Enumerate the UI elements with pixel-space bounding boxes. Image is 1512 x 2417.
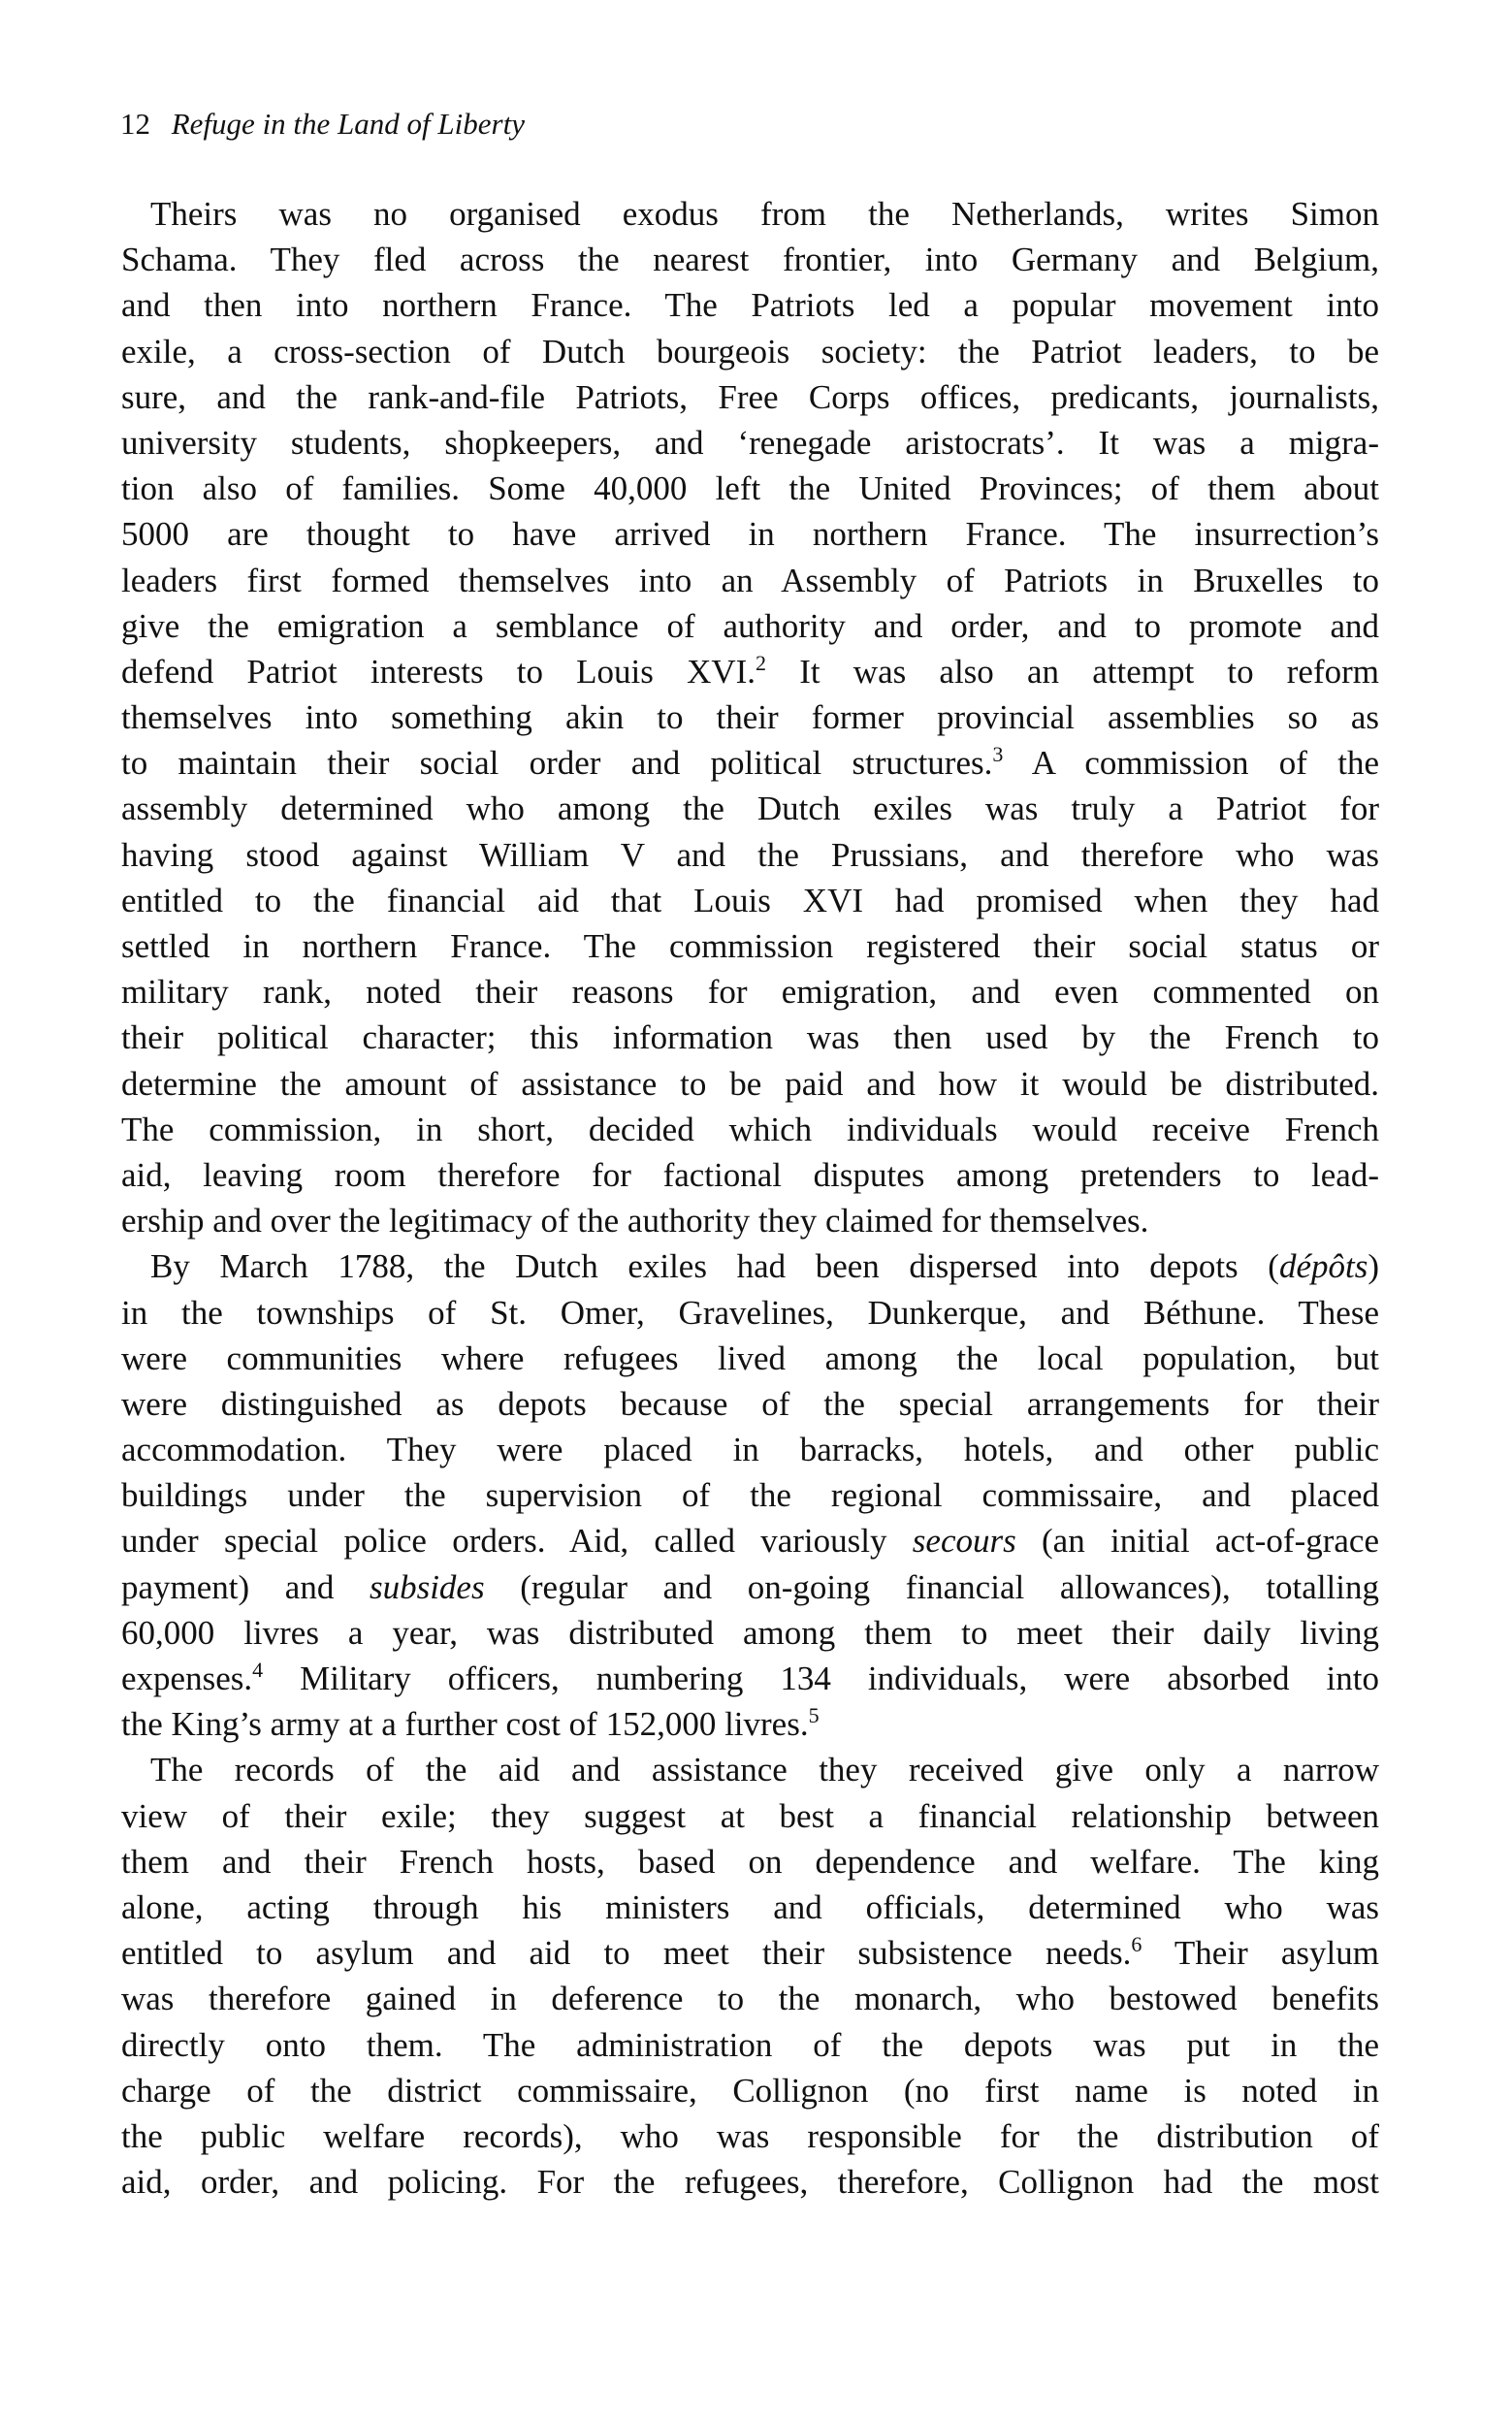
text-line	[121, 2113, 1379, 2159]
text-run: determine the amount of assistance to be paid and how it would be distributed.	[121, 1064, 1379, 1103]
text-run: themselves into something akin to their former provincial assemblies so as	[121, 698, 1379, 737]
text-line	[121, 1747, 1379, 1792]
italic-term: secours	[912, 1522, 1016, 1561]
text-run: Their asylum	[1142, 1934, 1380, 1973]
text-line	[121, 1381, 1379, 1427]
text-run: exile, a cross-section of Dutch bourgeois society: the Patriot leaders, to be	[121, 332, 1379, 371]
text-run: aid, order, and policing. For the refugees, therefore, Collignon had the most	[121, 2163, 1379, 2202]
text-line	[121, 558, 1379, 603]
text-run: entitled to asylum and aid to meet their subsistence needs.	[121, 1934, 1132, 1973]
text-run: to maintain their social order and political structures.	[121, 744, 993, 783]
text-line	[121, 1839, 1379, 1885]
text-line	[121, 1793, 1379, 1839]
text-line	[121, 1198, 1379, 1243]
text-line	[121, 786, 1379, 831]
text-line	[121, 1152, 1379, 1198]
text-run: under special police orders. Aid, called variously	[121, 1522, 913, 1561]
text-line	[121, 1290, 1379, 1336]
text-run: A commission of the	[1003, 744, 1380, 783]
text-line	[121, 1472, 1379, 1518]
text-line	[121, 511, 1379, 557]
text-run: sure, and the rank-and-file Patriots, Free Corps offices, predicants, journalists,	[121, 377, 1379, 416]
text-run: 60,000 livres a year, was distributed among them to meet their daily living	[121, 1613, 1379, 1652]
paragraph	[121, 1243, 1379, 1747]
text-run: By March 1788, the Dutch exiles had been dispersed into depots (	[150, 1247, 1279, 1286]
text-run: Theirs was no organised exodus from the Netherlands, writes Simon	[150, 195, 1379, 233]
paragraph	[121, 191, 1379, 1243]
italic-term: dépôts	[1278, 1247, 1368, 1286]
text-run: (an initial act-of-grace	[1015, 1522, 1379, 1561]
text-line	[121, 2022, 1379, 2068]
footnote-marker: 3	[992, 742, 1004, 767]
text-run: The commission, in short, decided which individuals would receive French	[121, 1110, 1379, 1148]
text-run: were communities where refugees lived among the local population, but	[121, 1338, 1379, 1377]
footnote-marker: 5	[808, 1703, 820, 1728]
footnote-marker: 2	[756, 650, 767, 675]
text-run: 5000 are thought to have arrived in northern France. The insurrection’s	[121, 515, 1379, 554]
footnote-marker: 6	[1131, 1932, 1142, 1957]
text-run: view of their exile; they suggest at best a financial relationship between	[121, 1796, 1379, 1835]
text-line	[121, 2159, 1379, 2205]
text-run: expenses.	[121, 1660, 253, 1697]
text-run: leaders first formed themselves into an Assembly of Patriots in Bruxelles to	[121, 561, 1379, 599]
text-line	[121, 1015, 1379, 1060]
text-line	[121, 740, 1379, 786]
book-title: Refuge in the Land of Liberty	[171, 107, 525, 141]
text-line	[121, 237, 1379, 282]
text-run: them and their French hosts, based on dependence and welfare. The king	[121, 1842, 1379, 1881]
paragraph	[121, 1747, 1379, 2205]
text-run: buildings under the supervision of the regional commissaire, and placed	[121, 1476, 1379, 1515]
text-run: alone, acting through his ministers and officials, determined who was	[121, 1887, 1379, 1926]
text-line	[121, 329, 1379, 374]
text-run: assembly determined who among the Dutch exiles was truly a Patriot for	[121, 790, 1379, 828]
text-run: the King’s army at a further cost of 152,000 livres.	[121, 1705, 809, 1744]
text-run: accommodation. They were placed in barracks, hotels, and other public	[121, 1431, 1379, 1469]
text-line	[121, 1336, 1379, 1381]
text-line	[121, 649, 1379, 694]
text-run: charge of the district commissaire, Collignon (no first name is noted in	[121, 2071, 1379, 2110]
text-line	[121, 969, 1379, 1015]
text-run: ership and over the legitimacy of the authority they claimed for themselves.	[121, 1202, 1149, 1241]
text-run: settled in northern France. The commission registered their social status or	[121, 927, 1379, 965]
text-run: were distinguished as depots because of the special arrangements for their	[121, 1384, 1379, 1423]
text-line	[121, 1564, 1379, 1610]
text-line	[121, 466, 1379, 511]
text-run: It was also an attempt to reform	[766, 652, 1379, 691]
text-line	[121, 694, 1379, 740]
text-run: aid, leaving room therefore for factional disputes among pretenders to lead-	[121, 1155, 1379, 1194]
text-run: military rank, noted their reasons for emigration, and even commented on	[121, 973, 1379, 1012]
text-line	[121, 1976, 1379, 2021]
text-run: tion also of families. Some 40,000 left the United Provinces; of them about	[121, 469, 1379, 508]
text-line	[121, 191, 1379, 237]
text-line	[121, 282, 1379, 328]
text-line	[121, 1518, 1379, 1563]
text-line	[121, 923, 1379, 969]
text-line	[121, 1885, 1379, 1930]
text-run: directly onto them. The administration of the depots was put in the	[121, 2025, 1379, 2064]
text-run: payment) and	[121, 1567, 370, 1606]
text-run: university students, shopkeepers, and ‘renegade aristocrats’. It was a migra-	[121, 423, 1379, 462]
text-run: give the emigration a semblance of authority and order, and to promote and	[121, 606, 1379, 645]
text-run: defend Patriot interests to Louis XVI.	[121, 652, 756, 691]
body-text	[121, 191, 1379, 2205]
text-run: )	[1367, 1247, 1379, 1286]
text-run: Military officers, numbering 134 individuals, were absorbed into	[263, 1660, 1379, 1697]
text-line	[121, 1610, 1379, 1656]
text-run: entitled to the financial aid that Louis XVI had promised when they had	[121, 881, 1379, 919]
text-run: (regular and on-going financial allowances), totalling	[484, 1567, 1379, 1606]
text-line	[121, 1427, 1379, 1472]
text-run: their political character; this information was then used by the French to	[121, 1018, 1379, 1057]
text-line	[121, 420, 1379, 466]
text-line	[121, 832, 1379, 878]
text-run: The records of the aid and assistance they received give only a narrow	[150, 1751, 1379, 1789]
text-line	[121, 1107, 1379, 1152]
text-line	[121, 1243, 1379, 1289]
text-line	[121, 878, 1379, 923]
text-line	[121, 2068, 1379, 2113]
text-run: and then into northern France. The Patriots led a popular movement into	[121, 286, 1379, 325]
italic-term: subsides	[369, 1567, 485, 1606]
running-head	[120, 105, 525, 144]
page-number: 12	[120, 107, 150, 141]
text-run: Schama. They fled across the nearest frontier, into Germany and Belgium,	[121, 241, 1379, 279]
text-line	[121, 374, 1379, 420]
text-line	[121, 1701, 1379, 1747]
text-run: in the townships of St. Omer, Gravelines, Dunkerque, and Béthune. These	[121, 1293, 1379, 1332]
text-run: the public welfare records), who was responsible for the distribution of	[121, 2116, 1379, 2155]
footnote-marker: 4	[252, 1658, 264, 1682]
text-line	[121, 1061, 1379, 1107]
text-run: having stood against William V and the Prussians, and therefore who was	[121, 835, 1379, 874]
text-run: was therefore gained in deference to the monarch, who bestowed benefits	[121, 1980, 1379, 2018]
text-line	[121, 603, 1379, 649]
text-line	[121, 1930, 1379, 1976]
text-line	[121, 1656, 1379, 1701]
